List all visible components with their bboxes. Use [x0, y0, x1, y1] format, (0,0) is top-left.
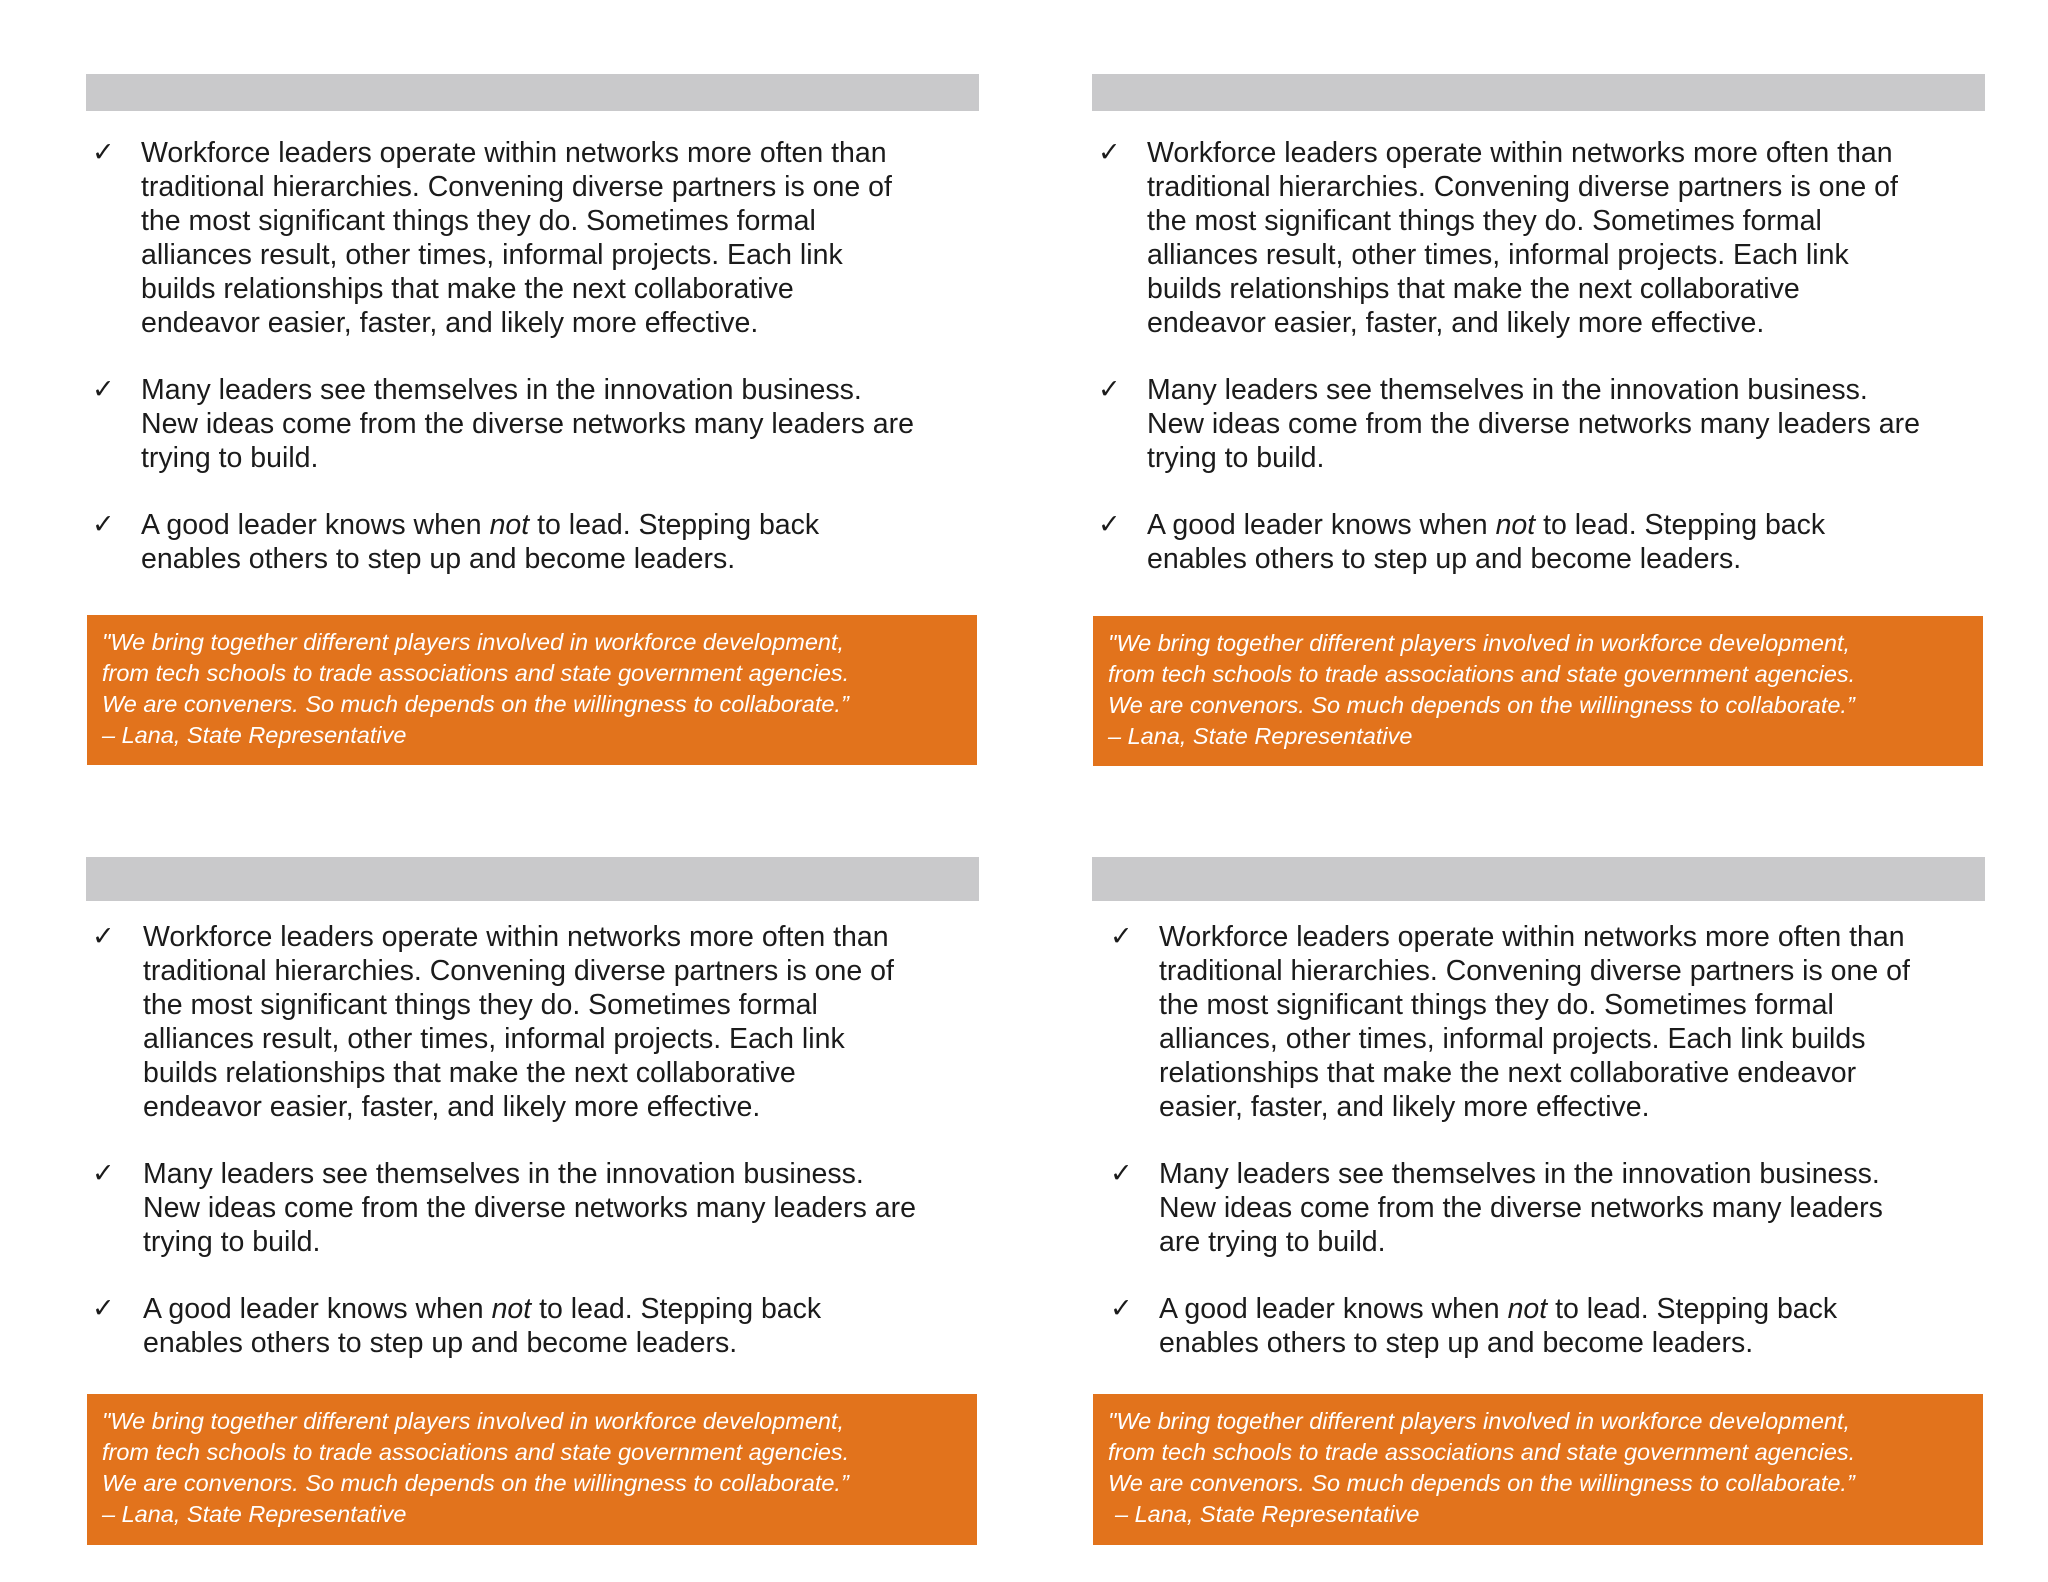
bullet-text-line: endeavor easier, faster, and likely more effective. — [1147, 307, 1765, 339]
bullet-text-line: the most significant things they do. Sometimes formal — [1147, 205, 1822, 237]
bullet-list — [86, 920, 979, 1393]
bullet-text-line: builds relationships that make the next collaborative — [1147, 273, 1800, 305]
bullet-text-line: traditional hierarchies. Convening diverse partners is one of — [143, 955, 894, 987]
header-bar — [86, 74, 979, 111]
checkmark-icon: ✓ — [1098, 509, 1121, 540]
bullet-text-line: alliances result, other times, informal projects. Each link — [143, 1023, 845, 1055]
quote-text-line: We are convenors. So much depends on the willingness to collaborate.” — [102, 1470, 849, 1496]
bullet-text-line: the most significant things they do. Sometimes formal — [141, 205, 816, 237]
bullet-text-line: relationships that make the next collaborative endeavor — [1159, 1057, 1857, 1089]
bullet-text-line: traditional hierarchies. Convening diverse partners is one of — [1159, 955, 1910, 987]
bullet-text-line: builds relationships that make the next collaborative — [143, 1057, 796, 1089]
checkmark-icon: ✓ — [1110, 1158, 1133, 1189]
quote-text-line: from tech schools to trade associations and state government agencies. — [1108, 661, 1856, 687]
panel-top-right — [1092, 74, 1985, 774]
bullet-text-line: endeavor easier, faster, and likely more effective. — [141, 307, 759, 339]
bullet-text-part: to lead. Stepping back — [1547, 1293, 1838, 1325]
bullet-text-part: to lead. Stepping back — [531, 1293, 822, 1325]
quote-callout — [87, 615, 977, 765]
bullet-text-line: trying to build. — [143, 1226, 321, 1258]
quote-attribution: – Lana, State Representative — [1108, 723, 1413, 749]
checkmark-icon: ✓ — [92, 509, 115, 540]
bullet-item — [1092, 1292, 1985, 1360]
bullet-item — [86, 373, 979, 475]
checkmark-icon: ✓ — [1098, 374, 1121, 405]
bullet-text-line: New ideas come from the diverse networks many leaders — [1159, 1192, 1883, 1224]
bullet-emphasis: not — [491, 1293, 532, 1325]
checkmark-icon: ✓ — [1098, 137, 1121, 168]
quote-text-line: We are convenors. So much depends on the willingness to collaborate.” — [1108, 1470, 1855, 1496]
bullet-text-line: New ideas come from the diverse networks many leaders are — [1147, 408, 1920, 440]
quote-text-line: "We bring together different players involved in workforce development, — [102, 629, 845, 655]
header-bar — [1092, 74, 1985, 111]
bullet-text-line — [1159, 1292, 1985, 1326]
bullet-text-line — [141, 508, 979, 542]
bullet-text-line: alliances result, other times, informal projects. Each link — [1147, 239, 1849, 271]
checkmark-icon: ✓ — [92, 1158, 115, 1189]
bullet-item — [1092, 373, 1985, 475]
quote-text-line: "We bring together different players involved in workforce development, — [1108, 1408, 1851, 1434]
bullet-list — [86, 136, 979, 609]
bullet-text-part: to lead. Stepping back — [1535, 509, 1826, 541]
bullet-list — [1092, 136, 1985, 609]
quote-attribution: – Lana, State Representative — [102, 722, 407, 748]
bullet-text-part: A good leader knows when — [1147, 509, 1496, 541]
bullet-text-line: New ideas come from the diverse networks many leaders are — [143, 1192, 916, 1224]
bullet-text-line: enables others to step up and become leaders. — [1147, 543, 1742, 575]
bullet-text-part: A good leader knows when — [143, 1293, 492, 1325]
bullet-text-line: are trying to build. — [1159, 1226, 1386, 1258]
bullet-item — [1092, 1157, 1985, 1259]
bullet-text-line: alliances, other times, informal projects. Each link builds — [1159, 1023, 1866, 1055]
bullet-text-part: A good leader knows when — [1159, 1293, 1508, 1325]
bullet-text-line: the most significant things they do. Sometimes formal — [1159, 989, 1834, 1021]
bullet-item — [86, 508, 979, 576]
bullet-emphasis: not — [489, 509, 530, 541]
bullet-text-line: easier, faster, and likely more effective. — [1159, 1091, 1650, 1123]
bullet-text-part: to lead. Stepping back — [529, 509, 820, 541]
bullet-list — [1092, 920, 1985, 1393]
checkmark-icon: ✓ — [92, 137, 115, 168]
bullet-text-line: Many leaders see themselves in the innovation business. — [1159, 1158, 1880, 1190]
quote-text-line: We are conveners. So much depends on the willingness to collaborate.” — [102, 691, 849, 717]
bullet-text-line: traditional hierarchies. Convening diverse partners is one of — [141, 171, 892, 203]
bullet-text-line: Many leaders see themselves in the innovation business. — [143, 1158, 864, 1190]
bullet-text-line: endeavor easier, faster, and likely more effective. — [143, 1091, 761, 1123]
bullet-text-line: trying to build. — [1147, 442, 1325, 474]
quote-text-line: from tech schools to trade associations and state government agencies. — [102, 1439, 850, 1465]
panel-bottom-left — [86, 856, 979, 1556]
bullet-text-line: enables others to step up and become leaders. — [143, 1327, 738, 1359]
bullet-text-part: A good leader knows when — [141, 509, 490, 541]
header-bar — [86, 857, 979, 901]
bullet-text-line: enables others to step up and become leaders. — [1159, 1327, 1754, 1359]
bullet-item — [1092, 508, 1985, 576]
checkmark-icon: ✓ — [92, 374, 115, 405]
quote-text-line: "We bring together different players involved in workforce development, — [102, 1408, 845, 1434]
quote-attribution: – Lana, State Representative — [1115, 1501, 1420, 1527]
header-bar — [1092, 857, 1985, 901]
quote-callout — [1093, 1394, 1983, 1545]
bullet-text-line: Many leaders see themselves in the innovation business. — [1147, 374, 1868, 406]
bullet-item — [1092, 136, 1985, 340]
bullet-text-line: enables others to step up and become leaders. — [141, 543, 736, 575]
bullet-text-line: traditional hierarchies. Convening diverse partners is one of — [1147, 171, 1898, 203]
panel-bottom-right — [1092, 856, 1985, 1556]
bullet-text-line: Workforce leaders operate within networks more often than — [141, 137, 887, 169]
checkmark-icon: ✓ — [1110, 921, 1133, 952]
bullet-text-line: New ideas come from the diverse networks many leaders are — [141, 408, 914, 440]
quote-text-line: from tech schools to trade associations and state government agencies. — [1108, 1439, 1856, 1465]
bullet-item — [1092, 920, 1985, 1124]
checkmark-icon: ✓ — [1110, 1293, 1133, 1324]
bullet-item — [86, 1292, 979, 1360]
bullet-text-line: alliances result, other times, informal projects. Each link — [141, 239, 843, 271]
bullet-text-line: Workforce leaders operate within networks more often than — [143, 921, 889, 953]
quote-text-line: We are convenors. So much depends on the willingness to collaborate.” — [1108, 692, 1855, 718]
bullet-text-line: the most significant things they do. Sometimes formal — [143, 989, 818, 1021]
bullet-item — [86, 136, 979, 340]
bullet-text-line: Many leaders see themselves in the innovation business. — [141, 374, 862, 406]
quote-callout — [87, 1394, 977, 1545]
bullet-text-line: Workforce leaders operate within networks more often than — [1147, 137, 1893, 169]
checkmark-icon: ✓ — [92, 921, 115, 952]
bullet-emphasis: not — [1507, 1293, 1548, 1325]
bullet-item — [86, 920, 979, 1124]
bullet-item — [86, 1157, 979, 1259]
bullet-text-line — [1147, 508, 1985, 542]
bullet-text-line — [143, 1292, 979, 1326]
quote-callout — [1093, 616, 1983, 766]
quote-attribution: – Lana, State Representative — [102, 1501, 407, 1527]
bullet-text-line: Workforce leaders operate within networks more often than — [1159, 921, 1905, 953]
quote-text-line: "We bring together different players involved in workforce development, — [1108, 630, 1851, 656]
bullet-text-line: builds relationships that make the next collaborative — [141, 273, 794, 305]
quote-text-line: from tech schools to trade associations and state government agencies. — [102, 660, 850, 686]
panel-top-left — [86, 74, 979, 774]
bullet-emphasis: not — [1495, 509, 1536, 541]
checkmark-icon: ✓ — [92, 1293, 115, 1324]
bullet-text-line: trying to build. — [141, 442, 319, 474]
